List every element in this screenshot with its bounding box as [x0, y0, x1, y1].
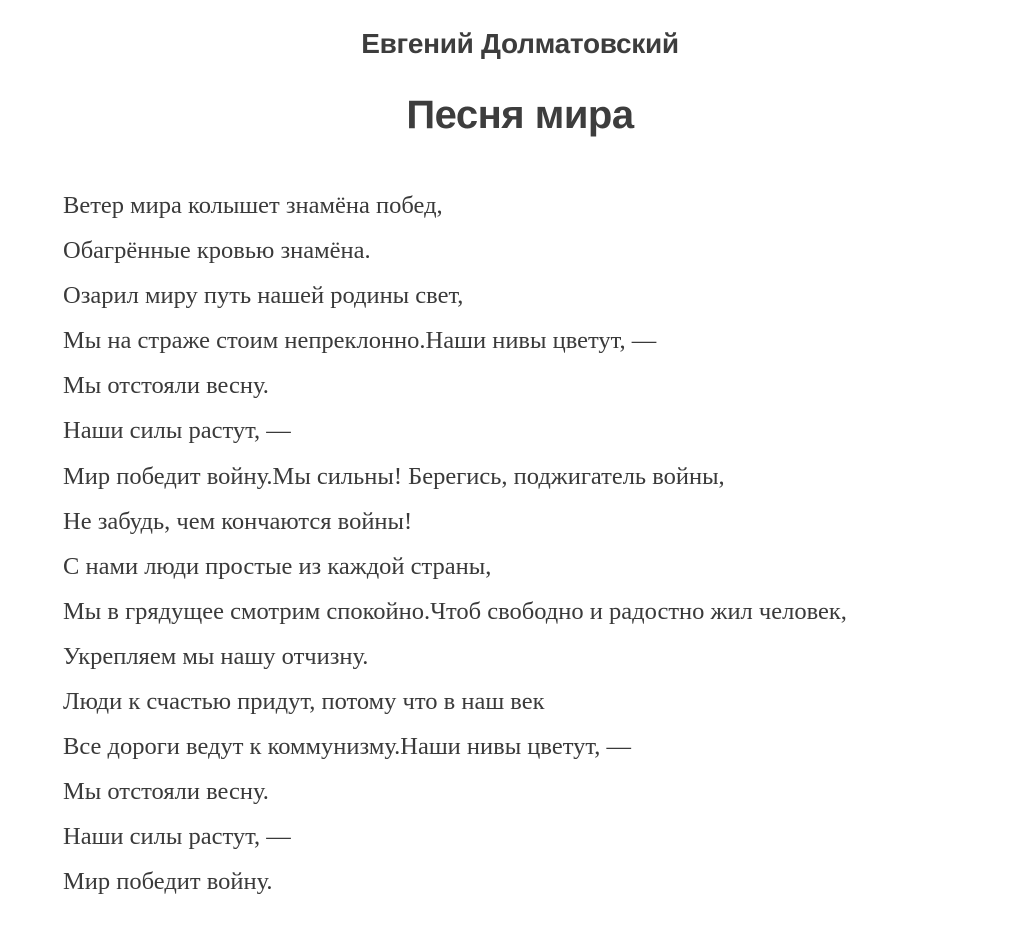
- poem-line: Мы на страже стоим непреклонно.Наши нивы цветут, —: [63, 327, 657, 355]
- poem-author: Евгений Долматовский: [361, 28, 679, 59]
- poem-line: Мир победит войну.Мы сильны! Берегись, поджигатель войны,: [63, 462, 725, 490]
- poem-title: Песня мира: [406, 93, 634, 137]
- poem-line: Обагрённые кровью знамёна.: [63, 237, 371, 265]
- poem-line: Мир победит войну.: [63, 868, 273, 896]
- poem-text: [63, 183, 1013, 905]
- poem-line: Укрепляем мы нашу отчизну.: [63, 642, 369, 670]
- poem-line: Наши силы растут, —: [63, 417, 291, 445]
- poem-line: Мы в грядущее смотрим спокойно.Чтоб свободно и радостно жил человек,: [63, 597, 847, 625]
- poem-line: Озарил миру путь нашей родины свет,: [63, 282, 464, 310]
- poem-line: Все дороги ведут к коммунизму.Наши нивы цветут, —: [63, 733, 631, 761]
- poem-line: Ветер мира колышет знамёна побед,: [63, 192, 443, 219]
- poem-line: Люди к счастью придут, потому что в наш век: [63, 688, 545, 716]
- poem-line: Мы отстояли весну.: [63, 372, 269, 400]
- poem-line: Не забудь, чем кончаются войны!: [63, 507, 413, 535]
- poem-line: С нами люди простые из каждой страны,: [63, 552, 492, 580]
- poem-line: Мы отстояли весну.: [63, 778, 269, 806]
- poem-line: Наши силы растут, —: [63, 823, 291, 851]
